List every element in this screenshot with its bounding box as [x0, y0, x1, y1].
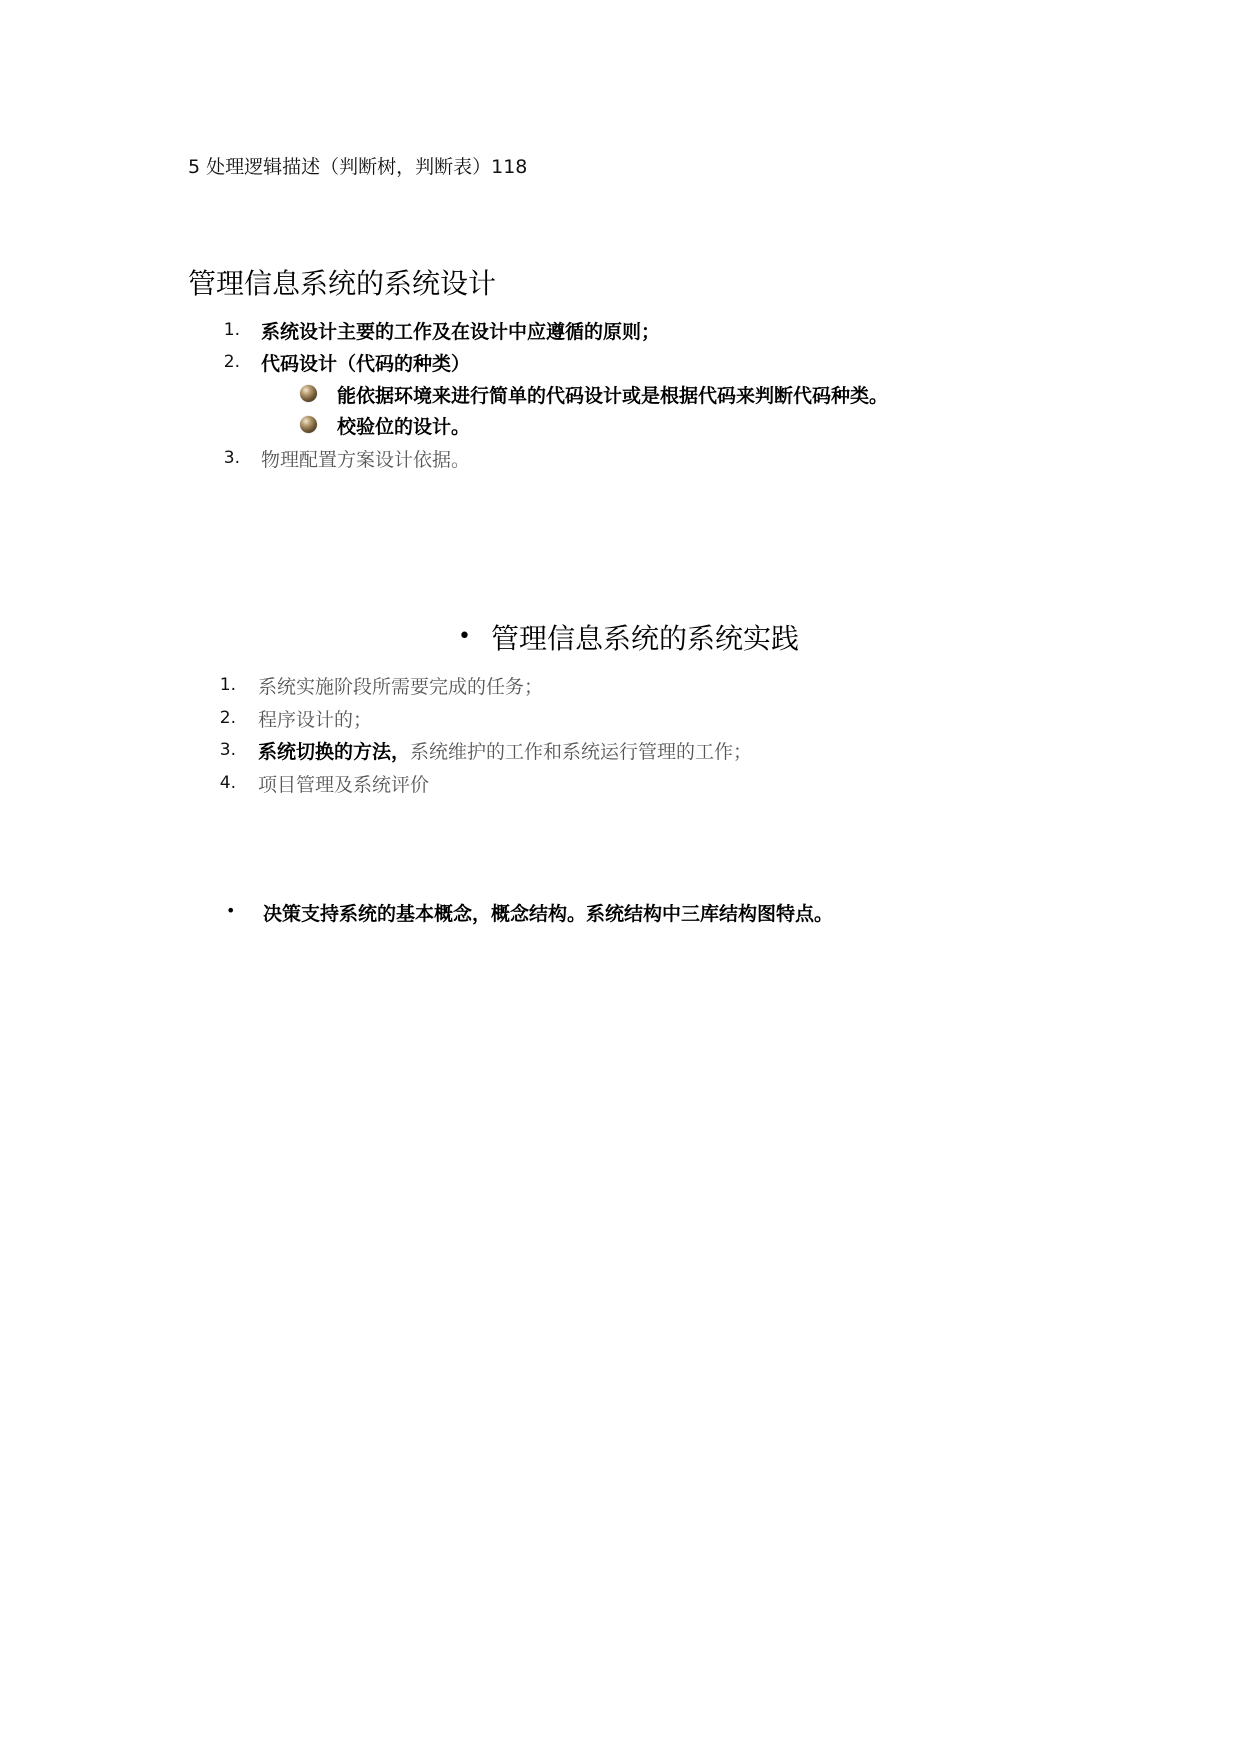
list-item: 项目管理及系统评价: [258, 774, 430, 796]
list-number: 1.: [223, 320, 240, 340]
list-number: 2.: [223, 352, 240, 372]
decision-support-item: 决策支持系统的基本概念，概念结构。系统结构中三库结构图特点。: [263, 903, 834, 925]
section-title-system-practice: 管理信息系统的系统实践: [491, 622, 800, 655]
bullet-icon: •: [226, 901, 236, 920]
list-number: 1.: [219, 675, 236, 695]
list-item: 物理配置方案设计依据。: [261, 449, 471, 471]
sphere-bullet-icon: [300, 385, 317, 402]
sub-list-item: 能依据环境来进行简单的代码设计或是根据代码来判断代码种类。: [337, 385, 889, 407]
list-number: 3.: [223, 448, 240, 468]
list-item: 代码设计（代码的种类）: [261, 353, 471, 375]
top-line: 5 处理逻辑描述（判断树，判断表）118: [188, 156, 528, 178]
list-item: 系统实施阶段所需要完成的任务；: [258, 676, 544, 698]
sphere-bullet-icon: [300, 416, 317, 433]
list-number: 4.: [219, 773, 236, 793]
list-number: 3.: [219, 740, 236, 760]
sub-list-item: 校验位的设计。: [337, 416, 471, 438]
list-number: 2.: [219, 708, 236, 728]
bullet-icon: •: [458, 624, 471, 649]
list-item-rest: 系统维护的工作和系统运行管理的工作；: [410, 741, 753, 763]
list-item: 系统设计主要的工作及在设计中应遵循的原则；: [261, 321, 661, 343]
section-title-system-design: 管理信息系统的系统设计: [188, 267, 497, 300]
list-item-bold: 系统切换的方法，: [258, 741, 411, 763]
list-item: 程序设计的；: [258, 709, 373, 731]
list-item: [258, 737, 752, 764]
